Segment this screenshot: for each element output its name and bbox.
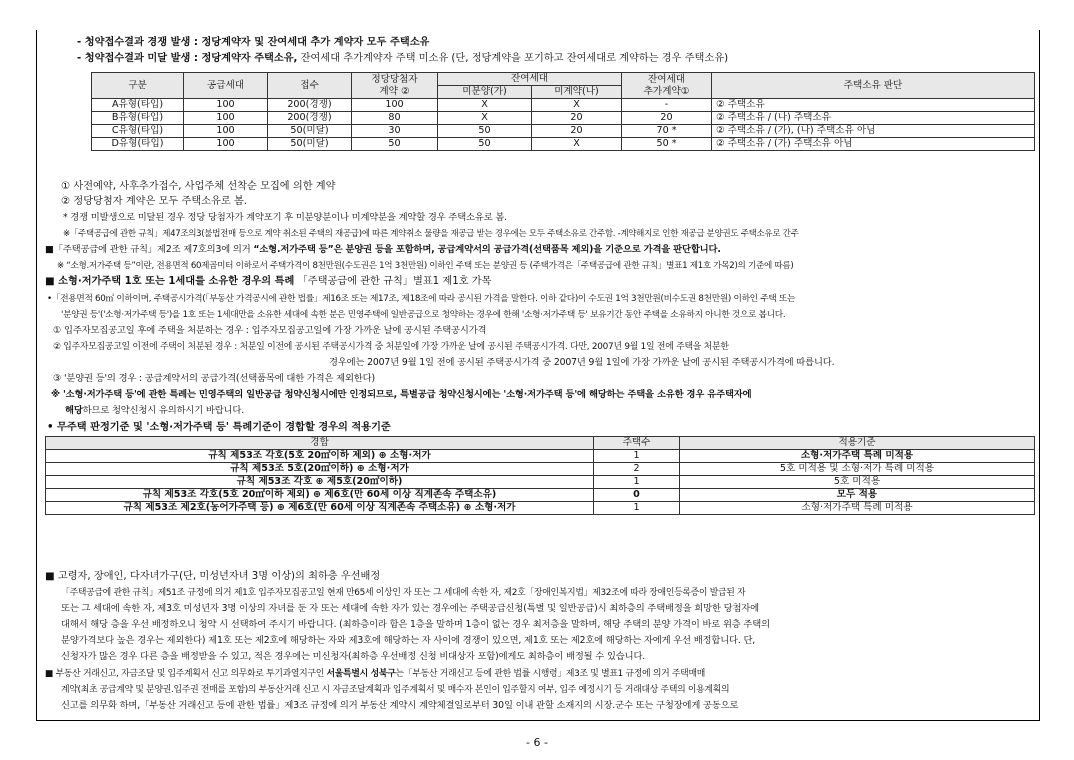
- ownership-table: [91, 72, 1035, 151]
- floor-line-5: 신청자가 많은 경우 다른 층을 배정받을 수 있고, 적은 경우에는 미신청자(최하층 우선배정 신청 비대상자 포함)에게도 최하층이 배정될 수 있습니다.: [61, 651, 646, 662]
- th-conflict: 경합: [46, 437, 594, 450]
- table-row: D유형(타입) 100 50(미달) 50 50 X 50 * ② 주택소유 / (가) 주택소유 아님: [92, 138, 1035, 151]
- note-1: ① 사전예약, 사후추가접수, 사업주체 선착순 모집에 의한 계약: [61, 181, 336, 192]
- table-row: C유형(타입) 100 50(미달) 30 50 20 70 * ② 주택소유 / (가), (나) 주택소유 아님: [92, 125, 1035, 138]
- floor-line-4: 분양가격보다 높은 경우는 제외한다) 제1호 또는 제2호에 해당하는 자와 제3호에 해당하는 자 사이에 경쟁이 있으면, 제1호 또는 제2호에 해당하는 자에게 우선 배정합니다. 단,: [61, 635, 756, 646]
- note-4: ※「주택공급에 관한 규칙」제47조의3(불법전매 등으로 계약 취소된 주택의 재공급)에 따른 계약취소 물량을 재공급 받는 경우에는 모두 주택소유로 간주함. -계약해지로 인한 재공급 분양권도 주택소유로 간주: [63, 229, 799, 239]
- th-criteria: 적용기준: [680, 437, 1035, 450]
- page-number: - 6 -: [526, 736, 548, 749]
- deal-line-3: 신고를 의무화 하며,「부동산 거래신고 등에 관한 법률」제3조 규정에 의거 부동산 계약시 계약체결일로부터 30일 이내 관할 소재지의 시장.군수 또는 구청장에게 공동으로: [61, 700, 739, 711]
- small-house-line-10: ※ '소형·저가주택 등'에 관한 특례는 민영주택의 일반공급 청약신청시에만 인정되므로, 특별공급 청약신청시에는 '소형·저가주택 등'에 해당하는 주택을 소유한 경우 유주택자에: [51, 389, 752, 400]
- small-house-line-8: 경우에는 2007년 9월 1일 전에 공시된 주택공시가격 중 2007년 9월 1일에 가장 가까운 날에 공시된 주택공시가격에 따릅니다.: [329, 357, 835, 368]
- floor-line-3: 대해서 해당 층을 우선 배정하오니 청약 시 선택하여 주시기 바랍니다. (최하층이라 함은 1층을 말하며 1층이 없는 경우 최저층을 말하며, 해당 주택의 분양 가격이 바로 위층 주택의: [61, 619, 770, 630]
- th-house-count: 주택수: [594, 437, 680, 450]
- table-row: B유형(타입) 100 200(경쟁) 80 X 20 20 ② 주택소유 / (나) 주택소유: [92, 112, 1035, 125]
- floor-line-1: 「주택공급에 관한 규칙」제51조 규정에 의거 제1호 입주자모집공고일 현재 만65세 이상인 자 또는 그 세대에 속한 자, 제2호「장애인복지법」제32조에 따라 장애인등록증이 발급된 자: [61, 588, 746, 598]
- th-type: 구분: [92, 73, 184, 99]
- small-house-heading: ■「주택공급에 관한 규칙」제2조 제7호의3에 의거 “소형.저가주택 등”은 분양권 등을 포함하며, 공급계약서의 공급가격(선택품목 제외)을 기준으로 가격을 판단합니다.: [45, 244, 721, 255]
- conflict-table: [45, 436, 1035, 515]
- floor-heading: ■ 고령자, 장애인, 다자녀가구(단, 미성년자녀 3명 이상)의 최하층 우선배정: [45, 571, 381, 582]
- table-row: 규칙 제53조 각호 ⊕ 제5호(20㎡이하) 1 5호 미적용: [46, 476, 1035, 489]
- note-2: ② 정당당첨자 계약은 모두 주택소유로 봄.: [61, 196, 248, 207]
- table-row: 규칙 제53조 각호(5호 20㎡이하 제외) ⊕ 소형·저가 1 소형·저가주택 특례 미적용: [46, 450, 1035, 463]
- intro-line-2-bold: - 청약접수결과 미달 발생 : 정당계약자 주택소유,: [77, 53, 298, 64]
- small-house-line-12: • 무주택 판정기준 및 '소형·저가주택 등' 특례기준이 경합할 경우의 적용기준: [47, 422, 391, 433]
- small-house-line-6: ① 입주자모집공고일 후에 주택을 처분하는 경우 : 입주자모집공고일에 가장 가까운 날에 공시된 주택공시가격: [53, 325, 487, 336]
- th-apply: 접수: [268, 73, 352, 99]
- deal-line-2: 계약(최초 공급계약 및 분양권.입주권 전매를 포함)의 부동산거래 신고 시 자금조달계획과 입주계획서 및 매수자 본인이 입주할지 여부, 입주 예정시기 등 거래대상 주택의 이용계획의: [61, 685, 730, 695]
- table-row: 규칙 제53조 각호(5호 20㎡이하 제외) ⊕ 제6호(만 60세 이상 직계존속 주택소유) 0 모두 적용: [46, 489, 1035, 502]
- th-unsold: 미분양(가): [438, 86, 532, 99]
- note-3: * 경쟁 미발생으로 미달된 경우 정당 당첨자가 계약포기 후 미분양분이나 미계약분을 계약할 경우 주택소유로 봄.: [63, 212, 507, 223]
- small-house-line-7: ② 입주자모집공고일 이전에 주택이 처분된 경우 : 처분일 이전에 공시된 주택공시가격 중 처분일에 가장 가까운 날에 공시된 주택공시가격. 다만, 2007년 9월 1일 전에 주택을 처분한: [53, 342, 729, 352]
- small-house-line-5: '분양권 등'('소형·저가주택 등')을 1호 또는 1세대만을 소유한 세대에 속한 분은 민영주택에 일반공급으로 청약하는 경우에 한해 '소형·저가주택 등' 보유기간 동안 주택을 소유하지 아니한 것으로 봅니다.: [61, 310, 786, 320]
- page-frame: [36, 30, 1040, 721]
- small-house-def: ※ “소형.저가주택 등”이란, 전용면적 60제곱미터 이하로서 주택가격이 8천만원(수도권은 1억 3천만원) 이하인 주택 또는 분양권 등 (주택가격은「주택공급에 관한 규칙」별표1 제1호 가목2)의 기준에 따름): [57, 261, 794, 271]
- table-row: A유형(타입) 100 200(경쟁) 100 X X - ② 주택소유: [92, 99, 1035, 112]
- intro-line-2-rest: 잔여세대 추가계약자 주택 미소유 (단, 정당계약을 포기하고 잔여세대로 계약하는 경우 주택소유): [297, 53, 729, 64]
- th-winner: 정당당첨자 계약 ②: [352, 73, 438, 99]
- th-supply: 공급세대: [184, 73, 268, 99]
- table-row: 규칙 제53조 5호(20㎡이하) ⊕ 소형·저가 2 5호 미적용 및 소형·저가 특례 미적용: [46, 463, 1035, 476]
- table-row: 규칙 제53조 제2호(농어가주택 등) ⊕ 제6호(만 60세 이상 직계존속 주택소유) ⊕ 소형·저가 1 소형·저가주택 특례 미적용: [46, 502, 1035, 515]
- intro-line-1: - 청약접수결과 경쟁 발생 : 정당계약자 및 잔여세대 추가 계약자 모두 주택소유: [77, 37, 430, 48]
- th-additional: 잔여세대 추가계약①: [622, 73, 712, 99]
- floor-line-2: 또는 그 세대에 속한 자, 제3호 미성년자 3명 이상의 자녀를 둔 자 또는 세대에 속한 자가 있는 경우에는 주택공급신청(특별 및 일반공급)시 최하층의 주택배정을 희망한 당첨자에: [61, 603, 759, 614]
- th-uncontracted: 미계약(나): [532, 86, 622, 99]
- small-house-line-11: 해당하므로 청약신청시 유의하시기 바랍니다.: [65, 405, 245, 416]
- th-judgement: 주택소유 판단: [712, 73, 1035, 99]
- small-house-line-4: •「전용면적 60㎡ 이하이며, 주택공시가격(「부동산 가격공시에 관한 법률」제16조 또는 제17조, 제18조에 따라 공시된 가격을 말한다. 이하 같다)이 수도권 1억 3천만원(비수도권 8천만원) 이하인 주택 또는: [47, 294, 796, 304]
- small-house-line-9: ③ '분양권 등'의 경우 : 공급계약서의 공급가격(선택품목에 대한 가격은 제외한다): [53, 373, 375, 384]
- intro-line-2: [77, 52, 728, 66]
- deal-heading: ■ 부동산 거래신고, 자금조달 및 입주계획서 신고 의무화로 투기과열지구인 서울특별시 성북구는「부동산 거래신고 등에 관한 법률 시행령」제3조 및 별표1 규정에 의거 주택매매: [45, 669, 706, 679]
- th-remaining: 잔여세대: [438, 73, 622, 86]
- small-house-exception-heading: ■ 소형·저가주택 1호 또는 1세대를 소유한 경우의 특례 「주택공급에 관한 규칙」별표1 제1호 가목: [45, 276, 492, 287]
